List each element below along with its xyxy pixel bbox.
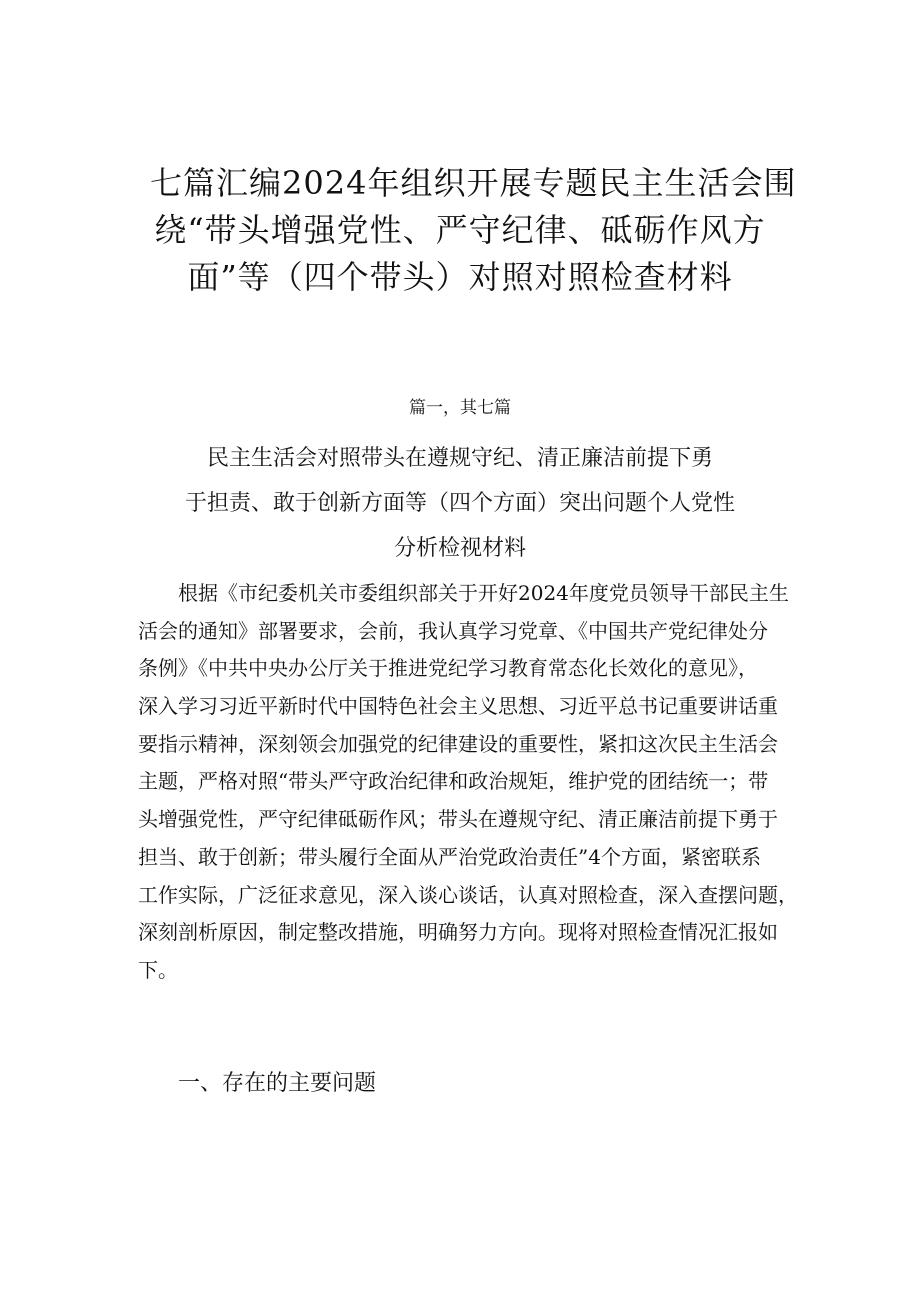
paragraph-line: 下。 bbox=[138, 957, 178, 982]
body-paragraph bbox=[138, 575, 810, 990]
title-line: 面”等（四个带头）对照对照检查材料 bbox=[187, 258, 733, 296]
paragraph-line: 活会的通知》部署要求，会前，我认真学习党章、《中国共产党纪律处分 bbox=[138, 618, 768, 643]
subtitle-line: 于担责、敢于创新方面等（四个方面）突出问题个人党性 bbox=[184, 491, 735, 516]
document-subtitle bbox=[150, 436, 770, 571]
title-line: 绕“带头增强党性、严守纪律、砥砺作风方 bbox=[154, 211, 766, 249]
title-line: 七篇汇编2024年组织开展专题民主生活会围 bbox=[150, 164, 797, 202]
paragraph-line: 要指示精神，深刻领会加强党的纪律建设的重要性，紧扣这次民主生活会 bbox=[138, 731, 778, 756]
paragraph-line: 工作实际，广泛征求意见，深入谈心谈话，认真对照检查，深入查摆问题， bbox=[138, 882, 798, 907]
paragraph-line: 头增强党性，严守纪律砥砺作风；带头在遵规守纪、清正廉洁前提下勇于 bbox=[138, 807, 778, 832]
paragraph-line: 担当、敢于创新；带头履行全面从严治党政治责任”4个方面，紧密联系 bbox=[138, 844, 761, 869]
paragraph-line: 条例》《中共中央办公厅关于推进党纪学习教育常态化长效化的意见》， bbox=[138, 656, 758, 681]
paragraph-line: 深刻剖析原因，制定整改措施，明确努力方向。现将对照检查情况汇报如 bbox=[138, 920, 778, 945]
subtitle-line: 分析检视材料 bbox=[393, 536, 526, 561]
document-title bbox=[150, 160, 797, 301]
paragraph-line: 主题，严格对照“带头严守政治纪律和政治规矩，维护党的团结统一；带 bbox=[138, 769, 769, 794]
paragraph-line: 根据《市纪委机关市委组织部关于开好2024年度党员领导干部民主生 bbox=[178, 581, 789, 605]
section-label: 篇一，其七篇 bbox=[409, 398, 511, 418]
paragraph-line: 深入学习习近平新时代中国特色社会主义思想、习近平总书记重要讲话重 bbox=[138, 694, 778, 719]
subtitle-line: 民主生活会对照带头在遵规守纪、清正廉洁前提下勇 bbox=[206, 446, 713, 471]
section-heading: 一、存在的主要问题 bbox=[178, 1071, 377, 1096]
